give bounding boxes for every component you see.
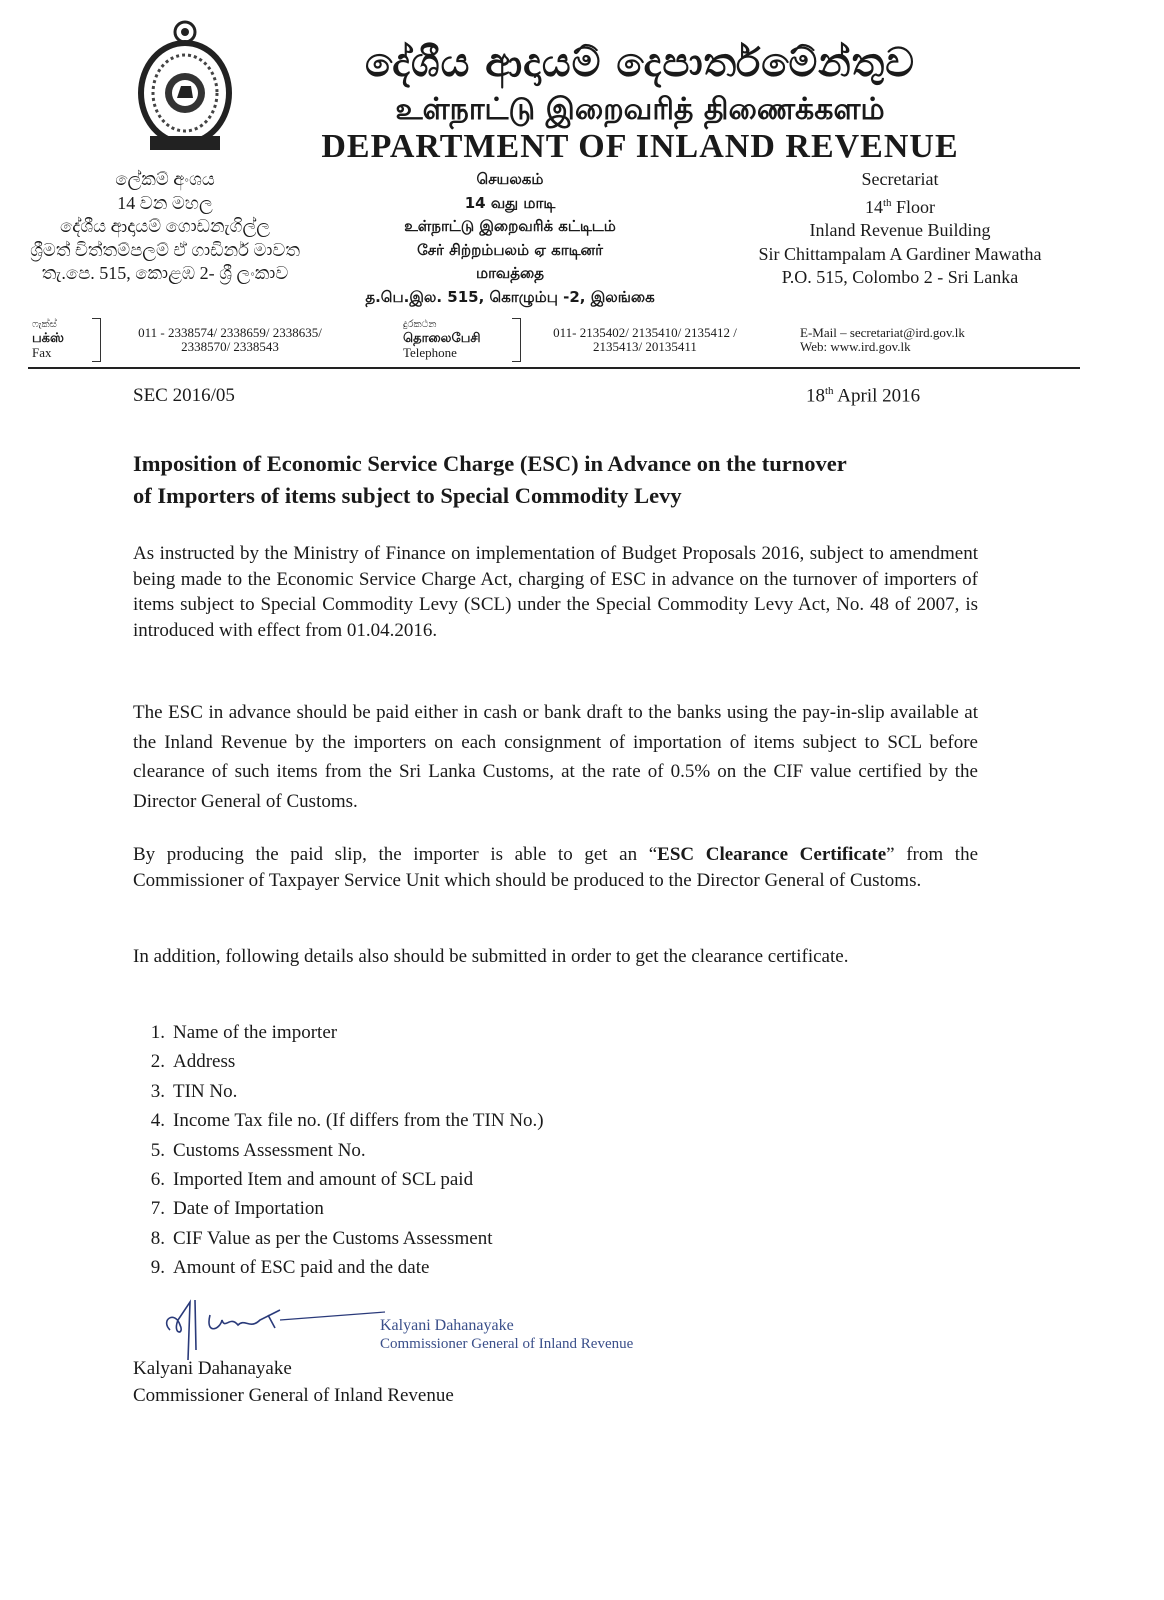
header-divider: [28, 367, 1080, 369]
address-tamil: [320, 168, 700, 309]
telephone-numbers: [525, 326, 765, 354]
list-item-text: Name of the importer: [173, 1022, 338, 1043]
title-tamil: உள்நாட்டு இறைவரித் திணைக்களம்: [395, 92, 885, 127]
fax-number-line: 2338570/ 2338543: [181, 339, 279, 354]
address-line: செயலகம்: [476, 170, 544, 188]
list-item-number: 5.: [150, 1139, 165, 1161]
fax-label-tamil: பக்ஸ்: [32, 331, 64, 346]
signatory-name: Kalyani Dahanayake: [133, 1358, 292, 1379]
title-sinhala: දේශීය ආදායම් දෙපාර්තමේන්තුව: [365, 40, 915, 86]
list-item-number: 8.: [150, 1227, 165, 1249]
list-item-number: 2.: [150, 1051, 165, 1073]
fax-number-line: 011 - 2338574/ 2338659/ 2338635/: [138, 325, 322, 340]
fax-label-sinhala: ෆැක්ස්: [32, 319, 57, 330]
list-item-text: Imported Item and amount of SCL paid: [173, 1169, 474, 1191]
subject-heading: [133, 448, 993, 512]
stamp-name: Kalyani Dahanayake: [380, 1317, 514, 1334]
address-line: சேர் சிற்றம்பலம் ஏ காடினர்: [417, 240, 603, 259]
p3-text: By producing the paid slip, the importer is able to get an “: [133, 844, 658, 865]
telephone-label-tamil: தொலைபேசி: [403, 331, 481, 346]
address-line: 14 வது மாடி: [464, 193, 556, 212]
web-link[interactable]: Web: www.ird.gov.lk: [800, 339, 911, 354]
list-item-number: 6.: [150, 1169, 165, 1191]
address-line: Inland Revenue Building: [809, 220, 991, 240]
list-item-text: Date of Importation: [173, 1198, 324, 1220]
address-line: மாவத்தை: [476, 264, 544, 282]
list-item: [133, 1106, 544, 1135]
list-item: [133, 1136, 544, 1165]
p3-text: ” from the Commissioner of Taxpayer Service Unit which should be produced to the Director General of Customs.: [133, 844, 978, 891]
date-month-year: April 2016: [833, 385, 921, 407]
address-line: Secretariat: [861, 169, 939, 189]
stamp-title: Commissioner General of Inland Revenue: [380, 1336, 634, 1352]
address-line: දේශීය ආදායම් ගොඩනැගිල්ල: [60, 216, 270, 236]
list-item-text: TIN No.: [173, 1080, 238, 1102]
paragraph-2: The ESC in advance should be paid either in cash or bank draft to the banks using the pay-in-slip available at the Inland Revenue by the importers on each consignment of importation of items subject to SCL before clearance of such items from the Sri Lanka Customs, at the rate of 0.5% on the CIF value certified by the Director General of Customs.: [133, 702, 978, 812]
subject-line: of Importers of items subject to Special Commodity Levy: [133, 483, 682, 508]
official-stamp: [380, 1316, 633, 1354]
fax-bracket: [92, 318, 101, 362]
address-line: ශ්‍රීමත් චිත්තම්පලම් ඒ ගාඩිනර් මාවත: [30, 239, 300, 260]
fax-label-english: Fax: [32, 345, 52, 360]
address-line: තැ.පෙ. 515, කොළඹ 2- ශ්‍රී ලංකාව: [41, 263, 289, 283]
address-line: த.பெ.இல. 515, கொழும்பு -2, இலங்கை: [365, 287, 655, 306]
telephone-number-line: 2135413/ 20135411: [593, 339, 697, 354]
list-item: [133, 1194, 544, 1223]
address-line: ලේකම් අංශය: [115, 169, 215, 189]
telephone-label-sinhala: දුරකථන: [403, 319, 437, 330]
signatory-title: Commissioner General of Inland Revenue: [133, 1385, 454, 1406]
letter-date: [806, 385, 920, 407]
title-english: DEPARTMENT OF INLAND REVENUE: [321, 128, 959, 165]
list-item-text: Amount of ESC paid and the date: [173, 1257, 430, 1279]
list-item-text: Customs Assessment No.: [173, 1139, 366, 1161]
list-item-number: 3.: [150, 1080, 165, 1102]
date-day: 18: [806, 385, 825, 407]
address-line: 14 වන මහල: [117, 192, 213, 213]
list-item: [133, 1047, 544, 1076]
list-item: [133, 1253, 544, 1282]
address-sinhala: [20, 168, 310, 286]
sri-lanka-emblem-logo: [135, 18, 235, 158]
reference-number: SEC 2016/05: [133, 385, 235, 406]
email-link[interactable]: E-Mail – secretariat@ird.gov.lk: [800, 325, 965, 340]
list-item: [133, 1224, 544, 1253]
list-item-text: CIF Value as per the Customs Assessment: [173, 1227, 493, 1249]
list-item: [133, 1077, 544, 1106]
paragraph-3: [133, 842, 978, 893]
telephone-labels: [403, 318, 513, 360]
telephone-bracket: [512, 318, 521, 362]
web-contacts: [800, 326, 1080, 354]
paragraph-1: As instructed by the Ministry of Finance on implementation of Budget Proposals 2016, subject to amendment being made to the Economic Service Charge Act, charging of ESC in advance on the turnover of importers of items subject to Special Commodity Levy (SCL) under the Special Commodity Levy Act, No. 48 of 2007, is introduced with effect from 01.04.2016.: [133, 543, 978, 641]
list-item-text: Income Tax file no. (If differs from the TIN No.): [173, 1110, 544, 1132]
telephone-number-line: 011- 2135402/ 2135410/ 2135412 /: [553, 325, 737, 340]
list-item: [133, 1018, 544, 1047]
date-suffix: th: [825, 385, 834, 397]
list-item-number: 1.: [150, 1022, 165, 1043]
list-item-text: Address: [173, 1051, 236, 1073]
paragraph-4: In addition, following details also should be submitted in order to get the clearance certificate.: [133, 946, 849, 967]
subject-line: Imposition of Economic Service Charge (ESC) in Advance on the turnover: [133, 451, 847, 476]
address-english: [720, 168, 1080, 290]
telephone-label-english: Telephone: [403, 345, 457, 360]
p3-bold-text: ESC Clearance Certificate: [657, 844, 887, 865]
address-line: Sir Chittampalam A Gardiner Mawatha: [758, 243, 1042, 264]
list-item-number: 4.: [150, 1110, 165, 1132]
details-list: [133, 1018, 544, 1283]
address-line: P.O. 515, Colombo 2 - Sri Lanka: [781, 267, 1019, 287]
address-line-floor: 14th Floor: [864, 196, 936, 217]
list-item-number: 9.: [150, 1257, 165, 1279]
signatory-block: [133, 1355, 454, 1409]
address-line: உள்நாட்டு இறைவரிக் கட்டிடம்: [404, 217, 616, 235]
list-item-number: 7.: [150, 1198, 165, 1220]
list-item: [133, 1165, 544, 1194]
fax-numbers: [110, 326, 350, 354]
